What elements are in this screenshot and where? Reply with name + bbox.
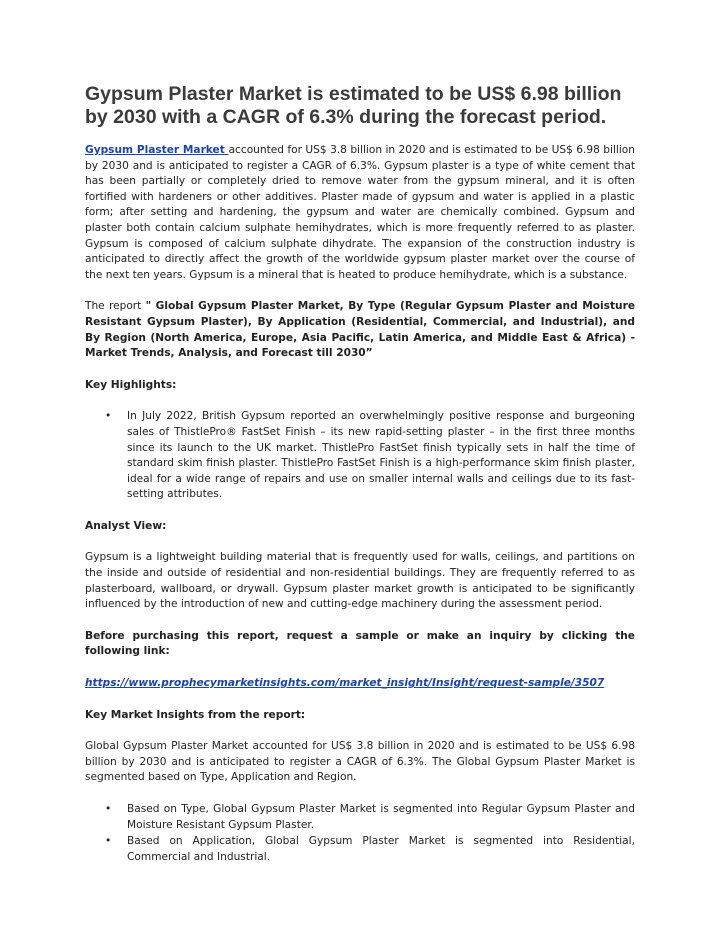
cta-link-paragraph xyxy=(85,676,635,692)
insights-heading: Key Market Insights from the report: xyxy=(85,708,306,721)
bullet-icon: • xyxy=(105,835,112,848)
list-item-text: Based on Type, Global Gypsum Plaster Market is segmented into Regular Gypsum Plaster and Moisture Resistant Gypsum Plaster. xyxy=(127,803,635,831)
insights-list xyxy=(85,802,635,865)
list-item-text: Based on Application, Global Gypsum Plaster Market is segmented into Residential, Commercial and Industrial. xyxy=(127,835,635,863)
intro-paragraph xyxy=(85,143,635,283)
report-paragraph xyxy=(85,299,635,361)
key-highlights-list xyxy=(85,409,635,503)
cta-text: Before purchasing this report, request a sample or make an inquiry by clicking the following link: xyxy=(85,629,635,658)
list-item xyxy=(85,802,635,833)
gypsum-plaster-market-link[interactable]: Gypsum Plaster Market xyxy=(85,144,229,156)
bullet-icon: • xyxy=(105,410,112,423)
request-sample-link[interactable]: https://www.prophecymarketinsights.com/market_insight/Insight/request-sample/3507 xyxy=(85,677,605,690)
list-item-text: In July 2022, British Gypsum reported an overwhelmingly positive response and burgeoning sales of ThistlePro® FastSet Finish – its new rapid-setting plaster – in the first three months since its launch to the UK market. ThistlePro FastSet finish typically sets in half the time of standard skim finish plaster. ThistlePro FastSet Finish is a high-performance skim finish plaster, ideal for a wide range of repairs and use on smaller internal walls and ceilings due to its fast-setting attributes. xyxy=(127,410,635,501)
report-title: " Global Gypsum Plaster Market, By Type (Regular Gypsum Plaster and Moisture Resistant Gypsum Plaster), By Application (Residential, Commercial, and Industrial), and By Region (North America, Europe, Asia Pacific, Latin America, and Middle East & Africa) - Market Trends, Analysis, and Forecast till 2030” xyxy=(85,300,636,360)
bullet-icon: • xyxy=(105,803,112,815)
insights-paragraph: Global Gypsum Plaster Market accounted for US$ 3.8 billion in 2020 and is estimated to be US$ 6.98 billion by 2030 and is anticipated to register a CAGR of 6.3%. The Global Gypsum Plaster Market is segmented based on Type, Application and Region. xyxy=(85,740,635,784)
key-highlights-heading: Key Highlights: xyxy=(85,378,177,391)
page-title: Gypsum Plaster Market is estimated to be US$ 6.98 billion by 2030 with a CAGR of 6.3% during the forecast period. xyxy=(85,83,622,128)
list-item xyxy=(85,409,635,503)
list-item xyxy=(85,834,635,865)
document-page xyxy=(85,83,635,865)
analyst-view-heading: Analyst View: xyxy=(85,519,167,532)
report-prefix: The report xyxy=(85,300,146,313)
analyst-view-paragraph: Gypsum is a lightweight building material that is frequently used for walls, ceilings, and partitions on the inside and outside of residential and non-residential buildings. They are frequently referred to as plasterboard, wallboard, or drywall. Gypsum plaster market growth is anticipated to be significantly influenced by the introduction of new and cutting-edge machinery during the assessment period. xyxy=(85,551,635,611)
intro-text: accounted for US$ 3.8 billion in 2020 and is estimated to be US$ 6.98 billion by 2030 and is anticipated to register a CAGR of 6.3%. Gypsum plaster is a type of white cement that has been partially or completely dried to remove water from the gypsum mineral, and it is often fortified with hardeners or other additives. Plaster made of gypsum and water is applied in a plastic form; after setting and hardening, the gypsum and water are chemically combined. Gypsum and plaster both contain calcium sulphate hemihydrates, which is more frequently referred to as plaster. Gypsum is composed of calcium sulphate dihydrate. The expansion of the construction industry is anticipated to directly affect the growth of the worldwide gypsum plaster market over the course of the next ten years. Gypsum is a mineral that is heated to produce hemihydrate, which is a substance. xyxy=(85,144,635,281)
